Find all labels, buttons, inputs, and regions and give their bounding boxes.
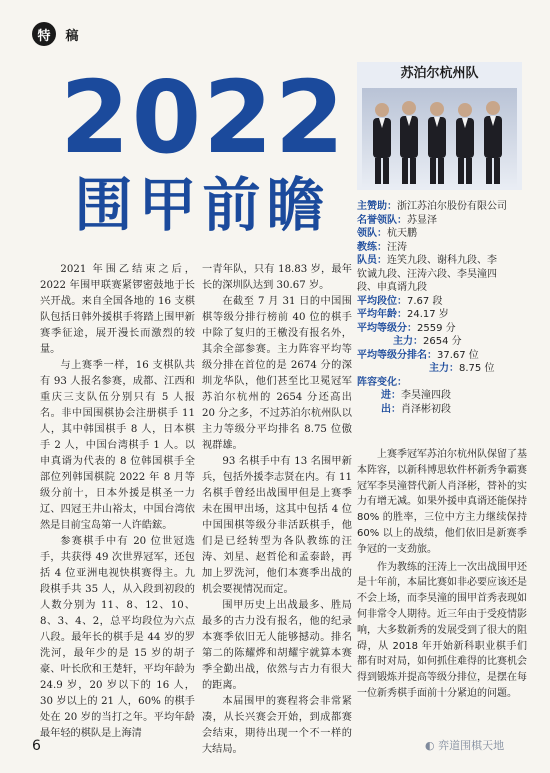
main-rating-label: 主力： xyxy=(393,336,423,347)
team-commentary xyxy=(357,447,527,702)
player-figure xyxy=(428,102,446,184)
members-line-2: 钦诚九段、汪涛六段、李昊潼四 xyxy=(357,268,497,280)
player-figure xyxy=(373,103,391,184)
paragraph: 93 名棋手中有 13 名围甲新兵，包括外援李志贤在内。有 11 名棋手曾经出战围甲但是上赛季未在围甲出场，这其中包括 4 位中国围棋等级分非活跃棋手，他们是已经转型为各队教练的汪涛、刘星、赵哲伦和孟泰龄，再加上罗洗河，他们本赛季出战的机会要视情况而定。 xyxy=(202,456,352,595)
in-value: 李昊潼四段 xyxy=(401,390,451,401)
in-label: 进： xyxy=(381,390,401,401)
team-photo xyxy=(362,88,517,188)
section-tag xyxy=(32,22,84,46)
avg-age-label: 平均年龄： xyxy=(357,309,407,320)
avg-rating-value: 2559 分 xyxy=(417,322,456,334)
team-name: 苏泊尔杭州队 xyxy=(400,66,479,81)
paragraph: 围甲历史上出战最多、胜局最多的古力没有报名，他的纪录本赛季依旧无人能够撼动。排名第二的陈耀烨和胡耀宇就算本赛季全勤出战，依然与古力有很大的距离。 xyxy=(202,600,352,691)
leader-label: 领队： xyxy=(357,228,387,239)
honorary-leader-label: 名誉领队： xyxy=(357,214,407,226)
coach-value: 汪涛 xyxy=(387,241,407,253)
main-rank-value: 8.75 位 xyxy=(459,363,495,374)
article-column-1 xyxy=(40,262,195,742)
avg-dan-label: 平均段位： xyxy=(357,295,407,307)
members-line-1: 连笑九段、谢科九段、李 xyxy=(387,255,497,266)
rating-rank-label: 平均等级分排名： xyxy=(357,349,437,361)
paragraph: 上赛季冠军苏泊尔杭州队保留了基本阵容，以新科博思软件杯新秀争霸赛冠军李昊潼替代新人肖泽彬，替补的实力有增无减。如果外援申真谞还能保持 80% 的胜率，三位中方主力继续保持 60% 以上的战绩，他们依旧是新赛季争冠的一支劲旅。 xyxy=(357,449,527,555)
leader-value: 杭天鹏 xyxy=(387,228,417,239)
sponsor-label: 主赞助： xyxy=(357,201,397,212)
main-rank-label: 主力： xyxy=(429,363,459,374)
player-figure xyxy=(484,101,502,184)
tag-char-1: 特 xyxy=(32,22,56,46)
honorary-leader-value: 苏显泽 xyxy=(407,214,437,226)
paragraph: 在截至 7 月 31 日的中国围棋等级分排行榜前 40 位的棋手中除了复归的王檄没有报名外，其余全部参赛。主力阵容平均等级分排在首位的是 2674 分的深圳龙华队，他们甚至比卫冕冠军苏泊尔杭州的 2654 分还高出 20 分之多，不过苏泊尔杭州队以主力等级分平均排名 8.75 位傲视群雄。 xyxy=(202,296,352,451)
rating-rank-value: 37.67 位 xyxy=(437,349,479,361)
coach-label: 教练： xyxy=(357,241,387,253)
paragraph: 本届围甲的赛程将会非常紧凑，从长兴赛会开始，到成都赛会结束，期待出现一个不一样的大结局。 xyxy=(202,696,352,755)
article-column-2 xyxy=(202,262,352,758)
paragraph: 一青年队，只有 18.83 岁，最年长的深圳队达到 30.67 岁。 xyxy=(202,264,352,291)
members-label: 队员： xyxy=(357,255,387,266)
paragraph: 与上赛季一样，16 支棋队共有 93 人报名参赛，成都、江西和重庆三支队伍分别只有 5 人报名。非中国围棋协会注册棋手 11 人，其中韩国棋手 8 人，日本棋手 2 人，中国台湾棋手 1 人。以申真谞为代表的 8 位韩国棋手全部位列韩国棋院 2022 年 8 月等级分前十，日本外援是棋圣一力辽、四冠王井山裕太，中国台湾依然是目前宝岛第一人许皓鋐。 xyxy=(40,360,195,531)
avg-rating-label: 平均等级分： xyxy=(357,322,417,334)
wechat-icon: ◐ xyxy=(425,739,439,752)
watermark-text: 弈道围棋天地 xyxy=(438,739,505,752)
out-label: 出： xyxy=(381,403,401,415)
avg-age-value: 24.17 岁 xyxy=(407,309,449,320)
headline-year: 2022 xyxy=(60,59,347,176)
paragraph: 参赛棋手中有 20 位世冠选手，共获得 49 次世界冠军，还包括 4 位亚洲电视快棋赛得主。九段棋手共 35 人，从入段到初段的人数分别为 11、8、12、10、8、3、4、2，总平均段位为六点八段。最年长的棋手是 44 岁的罗洗河，最年少的是 15 岁的胡子豪、叶长欣和王楚轩，平均年龄为 24.9 岁，20 岁以下的 16 人，30 岁以上的 21 人，60% 的棋手处在 20 岁的当打之年。平均年龄最年轻的棋队是上海清 xyxy=(40,536,195,739)
player-figure xyxy=(400,101,418,184)
members-line-3: 段、申真谞九段 xyxy=(357,282,427,293)
headline-title: 围甲前瞻 xyxy=(74,171,331,239)
avg-dan-value: 7.67 段 xyxy=(407,295,443,307)
out-value: 肖泽彬初段 xyxy=(401,403,451,415)
player-figure xyxy=(456,103,474,184)
main-rating-value: 2654 分 xyxy=(423,336,462,347)
paragraph: 2021 年围乙结束之后，2022 年围甲联赛紧锣密鼓地于长兴开战。来自全国各地的 16 支棋队包括日韩外援棋手将踏上围甲新赛季征途，展开漫长而激烈的较量。 xyxy=(40,264,195,355)
watermark xyxy=(425,737,504,753)
page-number: 6 xyxy=(32,738,41,754)
team-info xyxy=(357,200,527,416)
tag-char-2: 稿 xyxy=(65,28,79,44)
changes-label: 阵容变化： xyxy=(357,376,407,388)
paragraph: 作为教练的汪涛上一次出战围甲还是十年前，本届比赛如非必要应该还是不会上场，而李昊潼的围甲首秀表现如何非常令人期待。近三年由于受疫情影响，大多数新秀的发展受到了很大的阻碍，从 2018 年开始新科职业棋手们都有时对局，如何抓住难得的比赛机会得到锻炼并提高等级分排位，是摆在每一位新秀棋手面前十分紧迫的问题。 xyxy=(357,561,527,699)
sponsor-value: 浙江苏泊尔股份有限公司 xyxy=(397,201,507,212)
